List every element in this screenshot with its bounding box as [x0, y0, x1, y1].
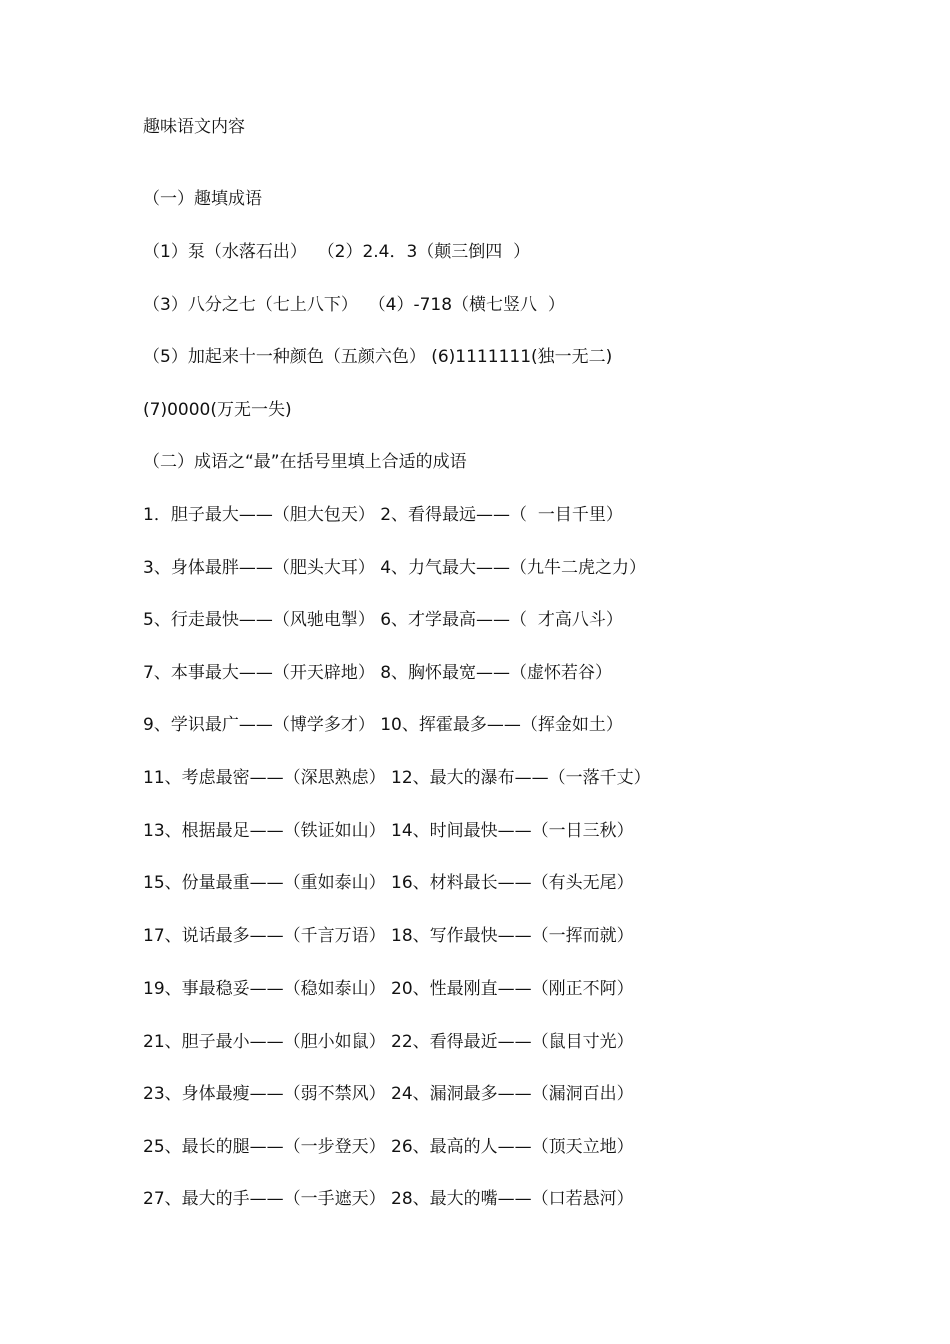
section-1-line-2: （3）八分之七（七上八下） （4）-718（横七竖八 ） — [143, 295, 565, 315]
idiom-row-10: 19、事最稳妥——（稳如泰山） 20、性最刚直——（刚正不阿） — [143, 979, 634, 999]
idiom-row-11: 21、胆子最小——（胆小如鼠） 22、看得最近——（鼠目寸光） — [143, 1032, 634, 1052]
section-1-heading: （一）趣填成语 — [143, 189, 262, 209]
idiom-row-8: 15、份量最重——（重如泰山） 16、材料最长——（有头无尾） — [143, 873, 634, 893]
idiom-row-6: 11、考虑最密——（深思熟虑） 12、最大的瀑布——（一落千丈） — [143, 768, 651, 788]
section-1-line-1: （1）泵（水落石出） （2）2.4．3（颠三倒四 ） — [143, 242, 531, 262]
idiom-row-9: 17、说话最多——（千言万语） 18、写作最快——（一挥而就） — [143, 926, 634, 946]
idiom-row-2: 3、身体最胖——（肥头大耳） 4、力气最大——（九牛二虎之力） — [143, 558, 647, 578]
idiom-row-5: 9、学识最广——（博学多才） 10、挥霍最多——（挥金如土） — [143, 715, 623, 735]
idiom-row-7: 13、根据最足——（铁证如山） 14、时间最快——（一日三秋） — [143, 821, 634, 841]
idiom-row-13: 25、最长的腿——（一步登天） 26、最高的人——（顶天立地） — [143, 1137, 634, 1157]
section-2-heading: （二）成语之“最”在括号里填上合适的成语 — [143, 452, 467, 472]
idiom-row-4: 7、本事最大——（开天辟地） 8、胸怀最宽——（虚怀若谷） — [143, 663, 613, 683]
section-1-line-4: (7)0000(万无一失) — [143, 400, 292, 420]
idiom-row-1: 1．胆子最大——（胆大包天） 2、看得最远——（ 一目千里） — [143, 505, 623, 525]
document-title: 趣味语文内容 — [143, 117, 245, 137]
idiom-row-14: 27、最大的手——（一手遮天） 28、最大的嘴——（口若悬河） — [143, 1189, 634, 1209]
idiom-row-3: 5、行走最快——（风驰电掣） 6、才学最高——（ 才高八斗） — [143, 610, 623, 630]
idiom-row-12: 23、身体最瘦——（弱不禁风） 24、漏洞最多——（漏洞百出） — [143, 1084, 634, 1104]
section-1-line-3: （5）加起来十一种颜色（五颜六色） (6)1111111(独一无二) — [143, 347, 613, 367]
